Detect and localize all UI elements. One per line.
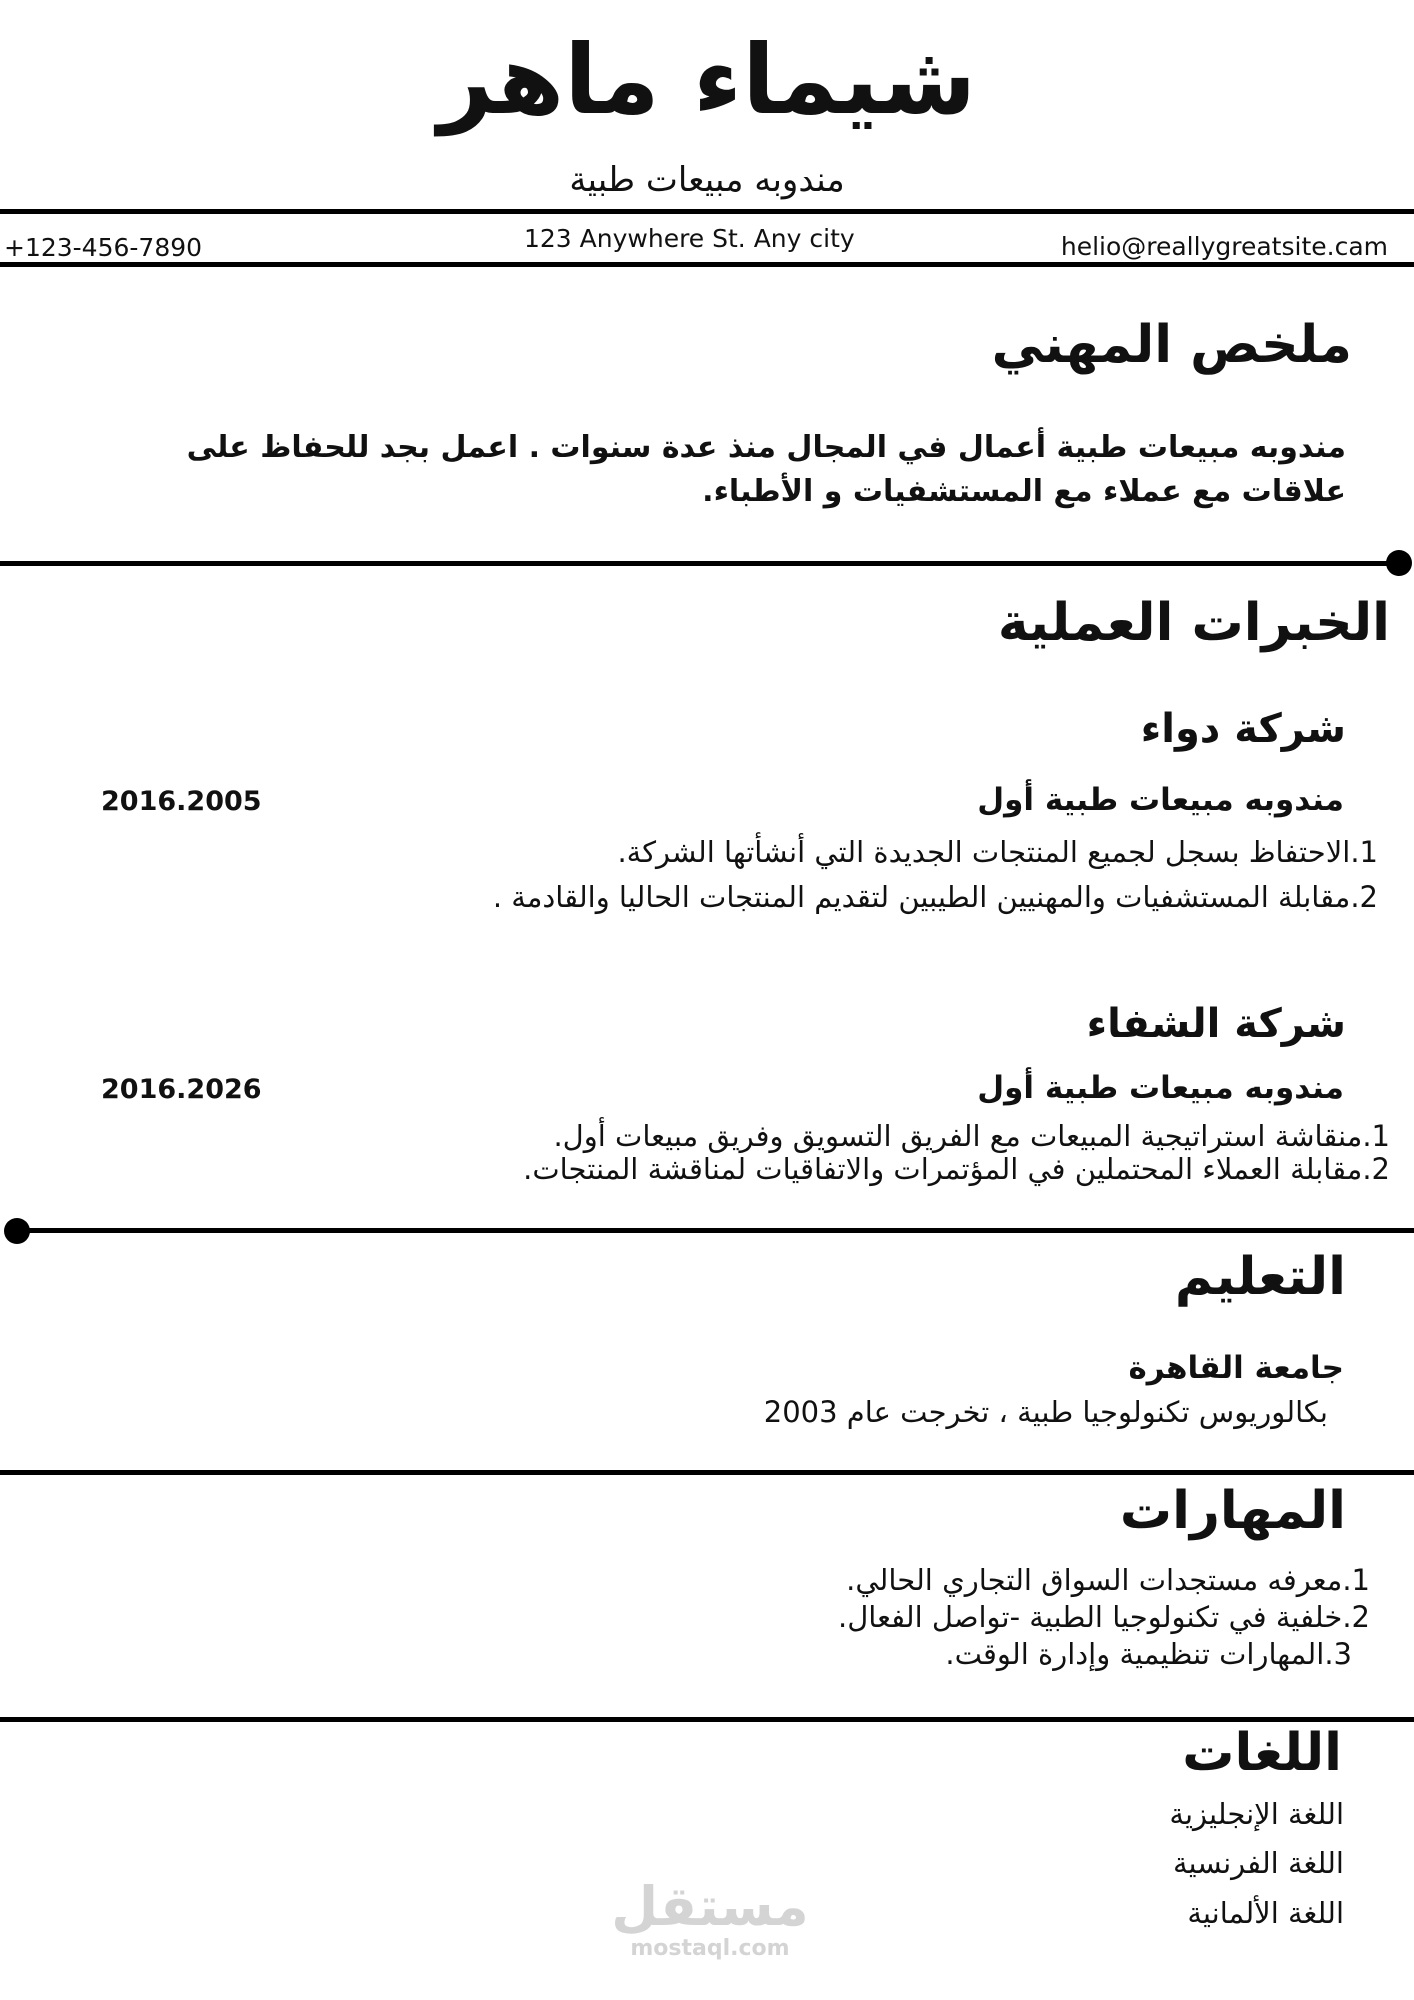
education-heading: التعليم	[1174, 1247, 1346, 1307]
list-item: 2.خلفية في تكنولوجيا الطبية -تواصل الفعال.	[837, 1599, 1370, 1634]
job-date: 2016.2026	[101, 1074, 262, 1105]
watermark-site: mostaql.com	[630, 1936, 790, 1961]
summary-divider	[0, 561, 1400, 566]
job-duties-list	[290, 1120, 1390, 1187]
email-address: helio@reallygreatsite.cam	[1060, 232, 1388, 261]
header-top-divider	[0, 209, 1414, 214]
experience-heading: الخبرات العملية	[997, 593, 1390, 653]
address: 123 Anywhere St. Any city	[524, 224, 855, 253]
summary-heading: ملخص المهني	[991, 315, 1352, 375]
job-company: شركة دواء	[1140, 706, 1346, 752]
skills-heading: المهارات	[1119, 1481, 1346, 1541]
job-title: مندوبه مبيعات طبية	[569, 160, 845, 200]
list-item: 1.الاحتفاظ بسجل لجميع المنتجات الجديدة التي أنشأتها الشركة.	[617, 835, 1378, 869]
school-name: جامعة القاهرة	[1128, 1350, 1344, 1386]
job-role: مندوبه مبيعات طبية أول	[977, 782, 1344, 818]
experience-divider	[16, 1228, 1414, 1233]
list-item: 2.مقابلة المستشفيات والمهنيين الطيبين لتقديم المنتجات الحاليا والقادمة .	[492, 879, 1378, 914]
header-bottom-divider	[0, 262, 1414, 267]
list-item: 3.المهارات تنظيمية وإدارة الوقت.	[945, 1636, 1352, 1671]
watermark-logo: مستقل	[611, 1875, 809, 1938]
job-role: مندوبه مبيعات طبية أول	[977, 1070, 1344, 1106]
languages-heading: اللغات	[1182, 1723, 1342, 1783]
languages-list	[944, 1790, 1344, 1938]
phone-number: +123-456-7890	[4, 233, 203, 262]
job-date: 2016.2005	[101, 786, 262, 817]
list-item: 1.معرفه مستجدات السواق التجاري الحالي.	[846, 1563, 1370, 1597]
job-company: شركة الشفاء	[1086, 1001, 1346, 1047]
list-item: 2.مقابلة العملاء المحتملين في المؤتمرات والاتفاقيات لمناقشة المنتجات.	[523, 1152, 1390, 1187]
divider-dot	[1386, 550, 1412, 576]
language-item: اللغة الإنجليزية	[1169, 1797, 1344, 1831]
list-item: 1.منقاشة استراتيجية المبيعات مع الفريق التسويق وفريق مبيعات أول.	[553, 1119, 1390, 1153]
language-item: اللغة الفرنسية	[1172, 1846, 1344, 1881]
job-duties-list	[458, 830, 1378, 920]
applicant-name: شيماء ماهر	[437, 24, 977, 136]
degree-text: بكالوريوس تكنولوجيا طبية ، تخرجت عام 2003	[763, 1395, 1328, 1429]
education-divider	[0, 1470, 1414, 1475]
summary-text: مندوبه مبيعات طبية أعمال في المجال منذ عدة سنوات . اعمل بجد للحفاظ على علاقات مع عملاء مع المستشفيات و الأطباء.	[186, 430, 1346, 509]
language-item: اللغة الألمانية	[1187, 1895, 1344, 1930]
skills-list	[670, 1562, 1370, 1672]
